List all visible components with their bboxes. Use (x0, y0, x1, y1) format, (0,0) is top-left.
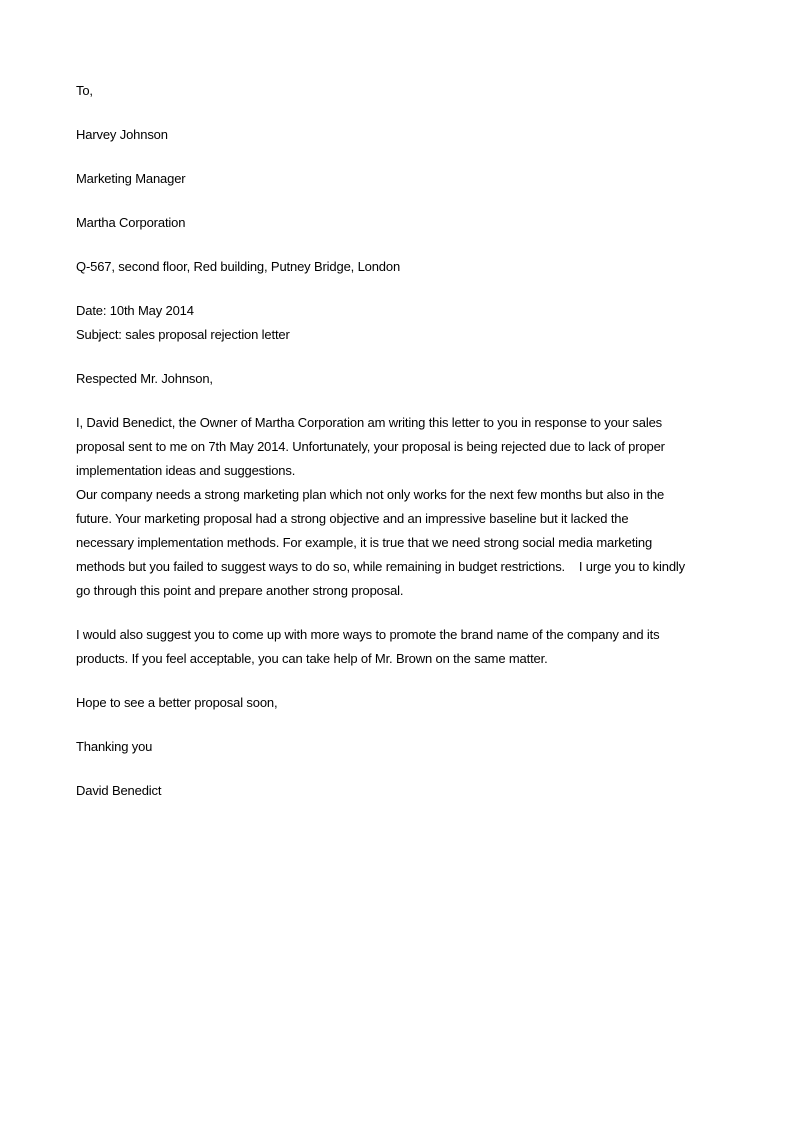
body-paragraph-line: implementation ideas and suggestions. (76, 463, 296, 478)
body-paragraph-line: I, David Benedict, the Owner of Martha Corporation am writing this letter to you in response to your sales (76, 415, 662, 430)
letter-subject: Subject: sales proposal rejection letter (76, 327, 290, 342)
body-paragraph-line: Our company needs a strong marketing plan which not only works for the next few months but also in the (76, 487, 665, 502)
body-paragraph-line: go through this point and prepare another strong proposal. (76, 583, 404, 598)
recipient-address: Q-567, second floor, Red building, Putney Bridge, London (76, 259, 401, 274)
recipient-company: Martha Corporation (76, 215, 186, 230)
greeting: Respected Mr. Johnson, (76, 371, 213, 386)
body-paragraph-line: future. Your marketing proposal had a strong objective and an impressive baseline but it lacked the (76, 511, 629, 526)
body-paragraph-line: proposal sent to me on 7th May 2014. Unfortunately, your proposal is being rejected due to lack of proper (76, 439, 665, 454)
body-paragraph-line: I would also suggest you to come up with more ways to promote the brand name of the company and its (76, 627, 660, 642)
body-paragraph-line: products. If you feel acceptable, you can take help of Mr. Brown on the same matter. (76, 651, 548, 666)
letter-date: Date: 10th May 2014 (76, 303, 194, 318)
recipient-name: Harvey Johnson (76, 127, 168, 142)
body-paragraph-line: necessary implementation methods. For example, it is true that we need strong social media marketing (76, 535, 653, 550)
salutation-to: To, (76, 83, 93, 98)
body-paragraph-line: methods but you failed to suggest ways to do so, while remaining in budget restrictions. I urge you to kindly (76, 559, 685, 574)
recipient-title: Marketing Manager (76, 171, 186, 186)
closing-line: Hope to see a better proposal soon, (76, 695, 278, 710)
thanks-line: Thanking you (76, 739, 153, 754)
signature-name: David Benedict (76, 783, 162, 798)
